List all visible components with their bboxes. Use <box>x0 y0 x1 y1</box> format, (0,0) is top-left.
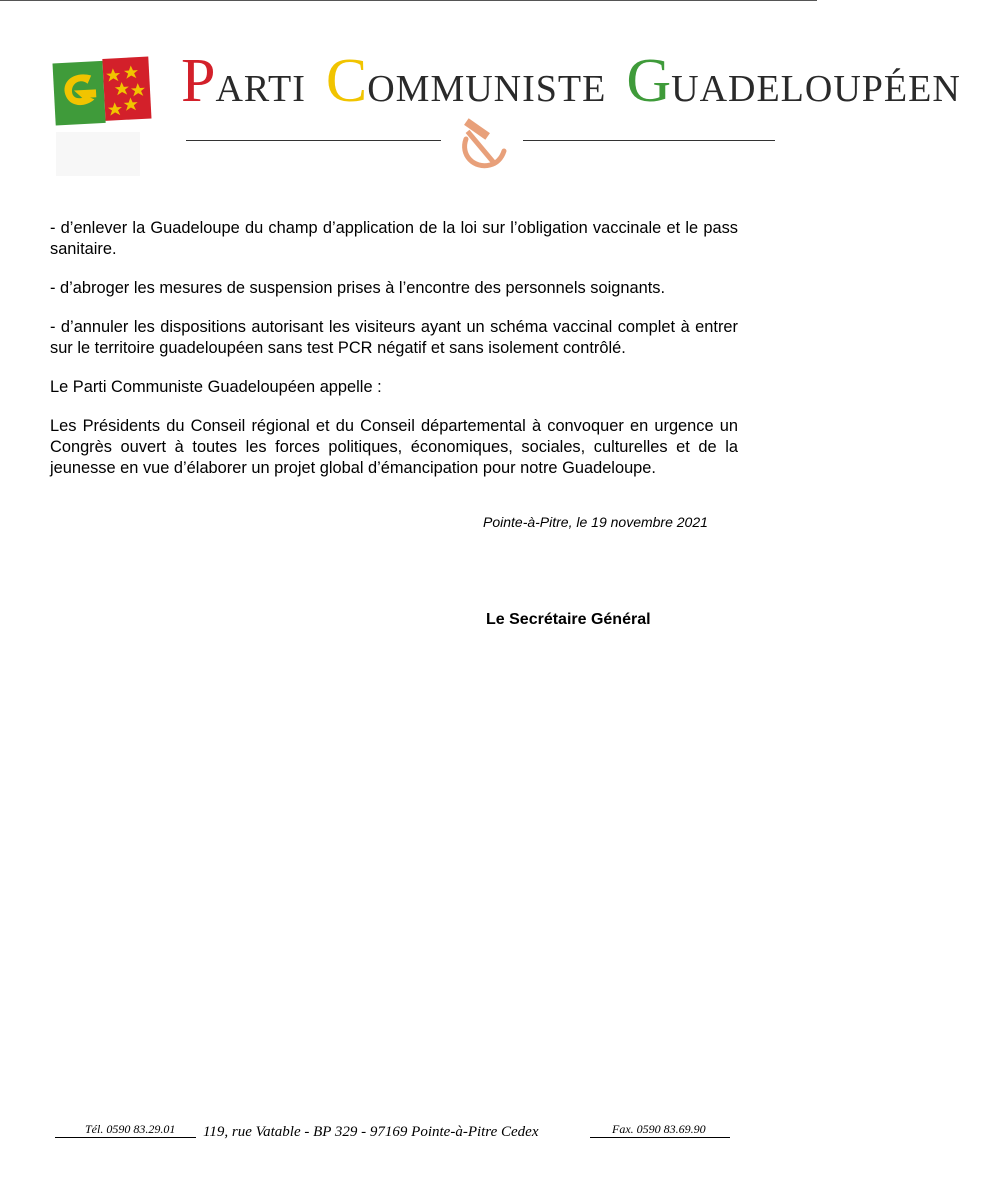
party-logo <box>52 55 152 127</box>
paragraph: - d’annuler les dispositions autorisant les visiteurs ayant un schéma vaccinal complet à entrer sur le territoire guadeloupéen sans test PCR négatif et sans isolement contrôlé. <box>50 318 738 357</box>
paragraph: Les Présidents du Conseil régional et du Conseil départemental à convoquer en urgence un Congrès ouvert à toutes les forces politiques, économiques, sociales, culturelles et de la jeunesse en vue d’élaborer un projet global d’émancipation pour notre Guadeloupe. <box>50 417 738 477</box>
footer-address: 119, rue Vatable - BP 329 - 97169 Pointe-à-Pitre Cedex <box>203 1124 539 1140</box>
logo-shadow <box>56 132 140 176</box>
letter-body <box>50 218 738 497</box>
paragraph: Le Parti Communiste Guadeloupéen appelle : <box>50 378 382 396</box>
signature-title: Le Secrétaire Général <box>486 611 651 628</box>
footer <box>55 1122 735 1152</box>
header-rule-right <box>523 140 775 141</box>
footer-tel: Tél. 0590 83.29.01 <box>85 1122 176 1136</box>
date-line: Pointe-à-Pitre, le 19 novembre 2021 <box>483 514 708 530</box>
footer-fax: Fax. 0590 83.69.90 <box>612 1122 706 1136</box>
footer-rule-left <box>55 1137 196 1138</box>
brand-word-guadeloupeen: GUADELOUPÉEN <box>626 47 961 115</box>
brand-word-parti: PARTI <box>181 47 306 115</box>
top-border <box>0 0 817 1</box>
hammer-sickle-icon <box>452 117 512 177</box>
paragraph: - d’abroger les mesures de suspension prises à l’encontre des personnels soignants. <box>50 279 665 297</box>
brand-word-communiste: COMMUNISTE <box>325 47 607 115</box>
footer-rule-right <box>590 1137 730 1138</box>
header-rule-left <box>186 140 441 141</box>
party-name-title <box>181 47 961 120</box>
paragraph: - d’enlever la Guadeloupe du champ d’application de la loi sur l’obligation vaccinale et le pass sanitaire. <box>50 219 738 258</box>
